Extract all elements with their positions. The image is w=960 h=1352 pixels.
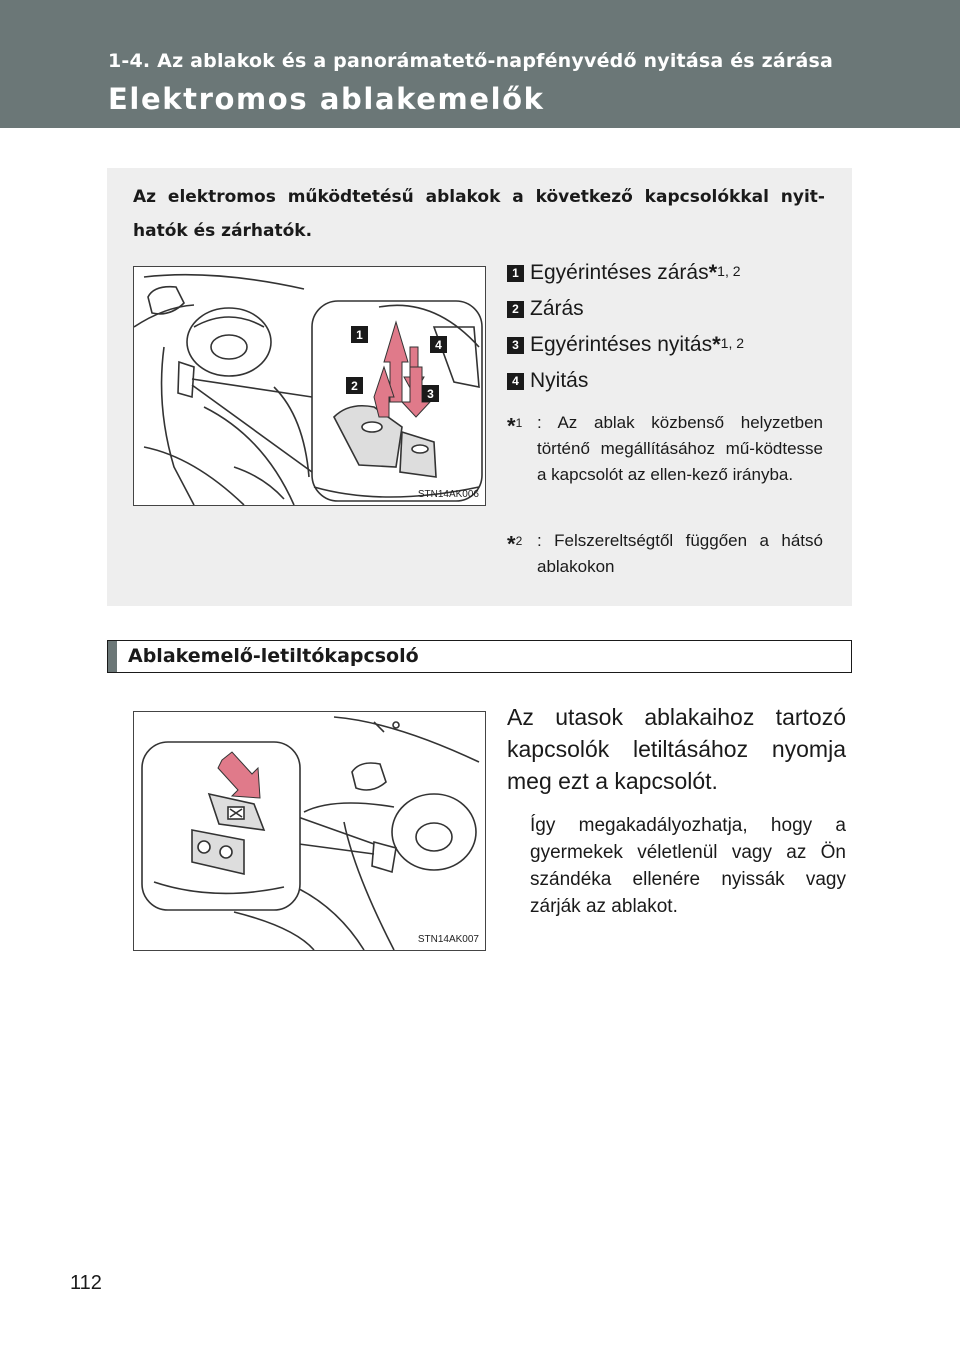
lock-switch-note: Így megakadályozhatja, hogy a gyermekek véletlenül vagy az Ön szándéka ellenére nyissák vagy zárják az ablakot.	[530, 815, 846, 917]
list-item	[507, 291, 827, 327]
fig-label-4: 4	[435, 338, 442, 352]
heading-bar	[108, 641, 117, 672]
list-item	[507, 363, 827, 399]
asterisk: *	[708, 260, 718, 285]
heading-label: Ablakemelő-letiltókapcsoló	[128, 645, 419, 667]
number-badge: 1	[507, 265, 524, 282]
list-item	[507, 327, 827, 363]
item-label: Egyérintéses zárás	[530, 261, 709, 284]
intro-text: Az elektromos működtetésű ablakok a következő kapcsolókkal nyit-hatók és zárhatók.	[133, 187, 825, 241]
figure-code: STN14AK006	[417, 489, 479, 500]
page-title: Elektromos ablakemelők	[108, 82, 545, 116]
number-badge: 2	[507, 301, 524, 318]
footnote-2	[507, 528, 823, 580]
page-header	[0, 0, 960, 128]
fig-label-3: 3	[427, 387, 434, 401]
footnote-number: 1	[515, 416, 523, 430]
asterisk: *	[507, 413, 516, 439]
item-label: Egyérintéses nyitás	[530, 333, 713, 356]
asterisk: *	[712, 332, 721, 357]
footnote-number: 2	[515, 534, 523, 548]
switch-function-list	[507, 255, 827, 399]
number-badge: 3	[507, 337, 524, 354]
lock-switch-drawing	[134, 712, 485, 950]
figure-code: STN14AK007	[417, 934, 479, 945]
number-badge: 4	[507, 373, 524, 390]
list-item	[507, 255, 827, 291]
footnote-1	[507, 410, 823, 488]
fig-label-1: 1	[356, 328, 363, 342]
lock-switch-paragraph: Az utasok ablakaihoz tartozó kapcsolók letiltásához nyomja meg ezt a kapcsolót.	[507, 704, 846, 794]
item-label: Zárás	[530, 297, 584, 320]
lock-switch-illustration	[133, 711, 486, 951]
footnote-ref: 1, 2	[720, 335, 745, 351]
lock-switch-heading	[107, 640, 852, 673]
footnote-text: : Az ablak közbenső helyzetben történő megállításához mű-ködtesse a kapcsolót az ellen-kező irányba.	[537, 413, 823, 484]
window-switch-illustration	[133, 266, 486, 506]
asterisk: *	[507, 531, 516, 557]
window-switch-drawing	[134, 267, 485, 505]
item-label: Nyitás	[530, 369, 589, 392]
fig-label-2: 2	[351, 379, 358, 393]
footnote-ref: 1, 2	[717, 263, 741, 279]
page-number: 112	[70, 1272, 102, 1294]
section-title: 1-4. Az ablakok és a panorámatető-napfényvédő nyitása és zárása	[108, 50, 834, 72]
footnote-text: : Felszereltségtől függően a hátsó ablakokon	[537, 531, 823, 576]
